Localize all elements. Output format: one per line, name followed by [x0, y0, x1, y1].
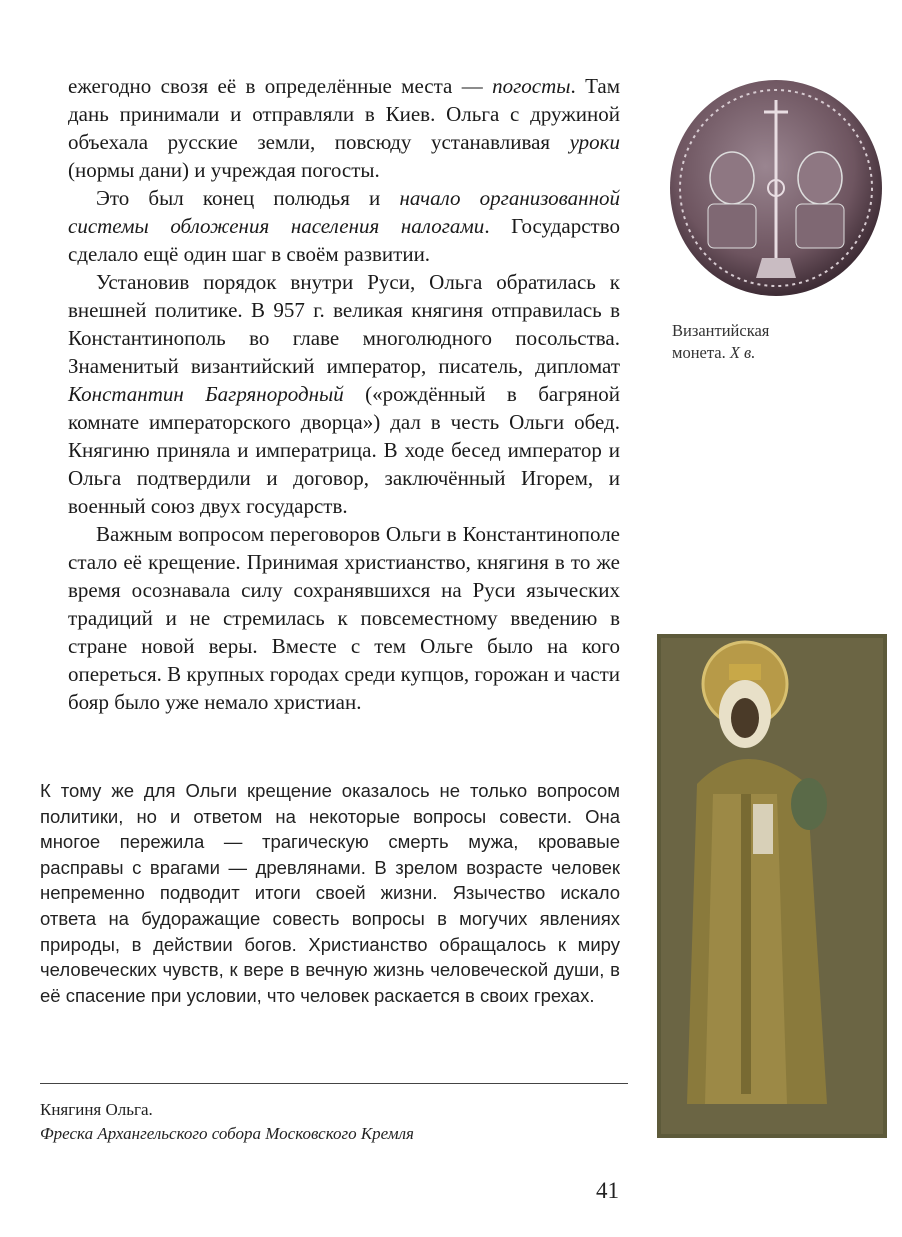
paragraph-3: Установив порядок внутри Руси, Ольга обратилась к внешней политике. В 957 г. великая княгиня отправилась в Константинополь во главе многолюдного посольства. Знаменитый византийский император, писатель, дипломат Константин Багрянородный («рождённый в багряной комнате императорского дворца») дал в честь Ольги обед. Княгиню приняла и императрица. В ходе бесед император и Ольга подтвердили и договор, заключённый Игорем, и военный союз двух государств. — [68, 270, 620, 518]
main-text — [68, 72, 620, 716]
paragraph-2: Это был конец полюдья и начало организованной системы обложения населения налогами. Государство сделало ещё один шаг в своём развитии. — [68, 186, 620, 266]
paragraph-4: Важным вопросом переговоров Ольги в Константинополе стало её крещение. Принимая христианство, княгиня в то же время осознавала силу сохранявшихся на Руси языческих традиций и не стремилась к повсеместному введению в стране новой веры. Вместе с тем Ольге было на кого опереться. В крупных городах среди купцов, горожан и части бояр было уже немало христиан. — [68, 522, 620, 714]
byzantine-coin-image — [668, 78, 884, 298]
page-number: 41 — [596, 1178, 619, 1203]
divider — [40, 1083, 628, 1084]
fresco-caption: Княгиня Ольга. Фреска Архангельского собора Московского Кремля — [40, 1100, 414, 1143]
coin-caption: Византийская монета. X в. — [672, 321, 770, 362]
paragraph-1: ежегодно свозя её в определённые места — погосты. Там дань принимали и отправляли в Киев. Ольга с дружиной объехала русские земли, повсюду устанавливая уроки (нормы дани) и учреждая погосты. — [68, 74, 621, 182]
princess-olga-fresco-image — [657, 634, 887, 1138]
sidebar-text-block: К тому же для Ольги крещение оказалось не только вопросом политики, но и ответом на некоторые вопросы совести. Она многое пережила — трагическую смерть мужа, кровавые расправы с врагами — древлянами. В зрелом возрасте человек непременно подводит итоги своей жизни. Язычество искало ответа на будоражащие совесть вопросы в могучих явлениях природы, в действии богов. Христианство обращалось к миру человеческих чувств, к вере в вечную жизнь человеческой души, в её спасение при условии, что человек раскается в своих грехах. — [40, 780, 620, 1006]
